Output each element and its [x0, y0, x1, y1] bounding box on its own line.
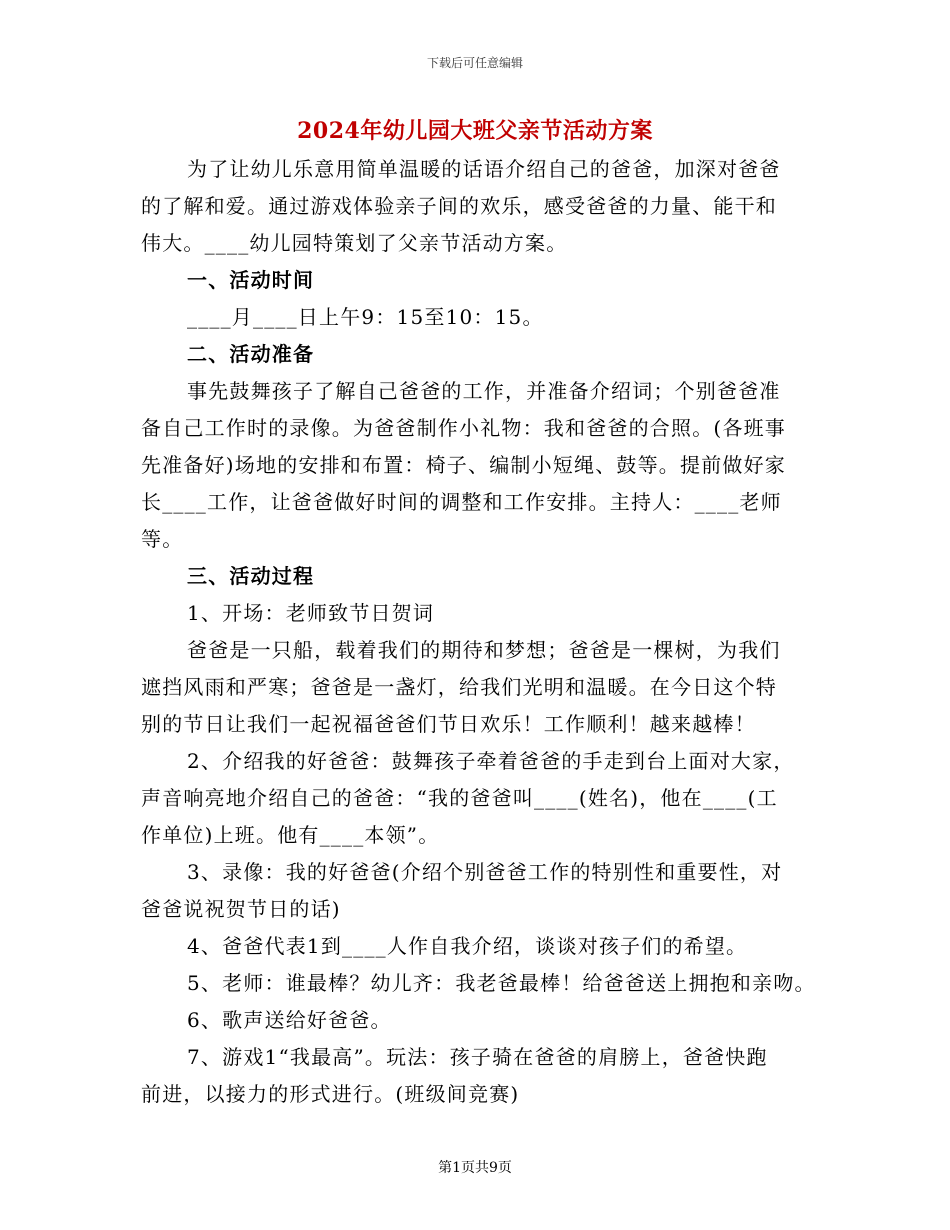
paragraph-line: 的了解和爱。通过游戏体验亲子间的欢乐，感受爸爸的力量、能干和: [141, 194, 777, 218]
paragraph-line: 事先鼓舞孩子了解自己爸爸的工作，并准备介绍词；个别爸爸准: [187, 379, 781, 403]
paragraph-line: 爸爸说祝贺节日的话): [141, 897, 341, 921]
list-item: 3、录像：我的好爸爸(介绍个别爸爸工作的特别性和重要性，对: [187, 860, 783, 884]
paragraph-line: 遮挡风雨和严寒；爸爸是一盏灯，给我们光明和温暖。在今日这个特: [141, 675, 777, 699]
section-heading: 二、活动准备: [187, 342, 315, 366]
paragraph-line: ____月____日上午9：15至10：15。: [187, 305, 544, 329]
paragraph-line: 声音响亮地介绍自己的爸爸：“我的爸爸叫____(姓名)，他在____(工: [141, 786, 778, 810]
paragraph-line: 备自己工作时的录像。为爸爸制作小礼物：我和爸爸的合照。(各班事: [141, 416, 787, 440]
document-title: 2024年幼儿园大班父亲节活动方案: [297, 118, 653, 144]
page-footer: 第1页共9页: [438, 1160, 512, 1176]
paragraph-line: 前进，以接力的形式进行。(班级间竞赛): [141, 1082, 520, 1106]
paragraph-line: 等。: [141, 527, 184, 551]
section-heading: 三、活动过程: [187, 564, 315, 588]
paragraph-line: 作单位)上班。他有____本领”。: [141, 823, 440, 847]
paragraph-line: 长____工作，让爸爸做好时间的调整和工作安排。主持人：____老师: [141, 490, 782, 514]
list-item: 5、老师：谁最棒？幼儿齐：我老爸最棒！给爸爸送上拥抱和亲吻。: [187, 971, 816, 995]
paragraph-line: 别的节日让我们一起祝福爸爸们节日欢乐！工作顺利！越来越棒！: [141, 712, 756, 736]
list-item: 1、开场：老师致节日贺词: [187, 601, 435, 625]
paragraph-line: 爸爸是一只船，载着我们的期待和梦想；爸爸是一棵树，为我们: [187, 638, 781, 662]
paragraph-line: 先准备好)场地的安排和布置：椅子、编制小短绳、鼓等。提前做好家: [141, 453, 787, 477]
list-item: 2、介绍我的好爸爸：鼓舞孩子牵着爸爸的手走到台上面对大家，: [187, 749, 795, 773]
list-item: 4、爸爸代表1到____人作自我介绍，谈谈对孩子们的希望。: [187, 934, 748, 958]
list-item: 7、游戏1“我最高”。玩法：孩子骑在爸爸的肩膀上，爸爸快跑: [187, 1045, 768, 1069]
paragraph-line: 为了让幼儿乐意用简单温暖的话语介绍自己的爸爸，加深对爸爸: [187, 157, 781, 181]
header-note: 下载后可任意编辑: [426, 56, 523, 70]
section-heading: 一、活动时间: [187, 268, 315, 292]
list-item: 6、歌声送给好爸爸。: [187, 1008, 392, 1032]
paragraph-line: 伟大。____幼儿园特策划了父亲节活动方案。: [141, 231, 568, 255]
